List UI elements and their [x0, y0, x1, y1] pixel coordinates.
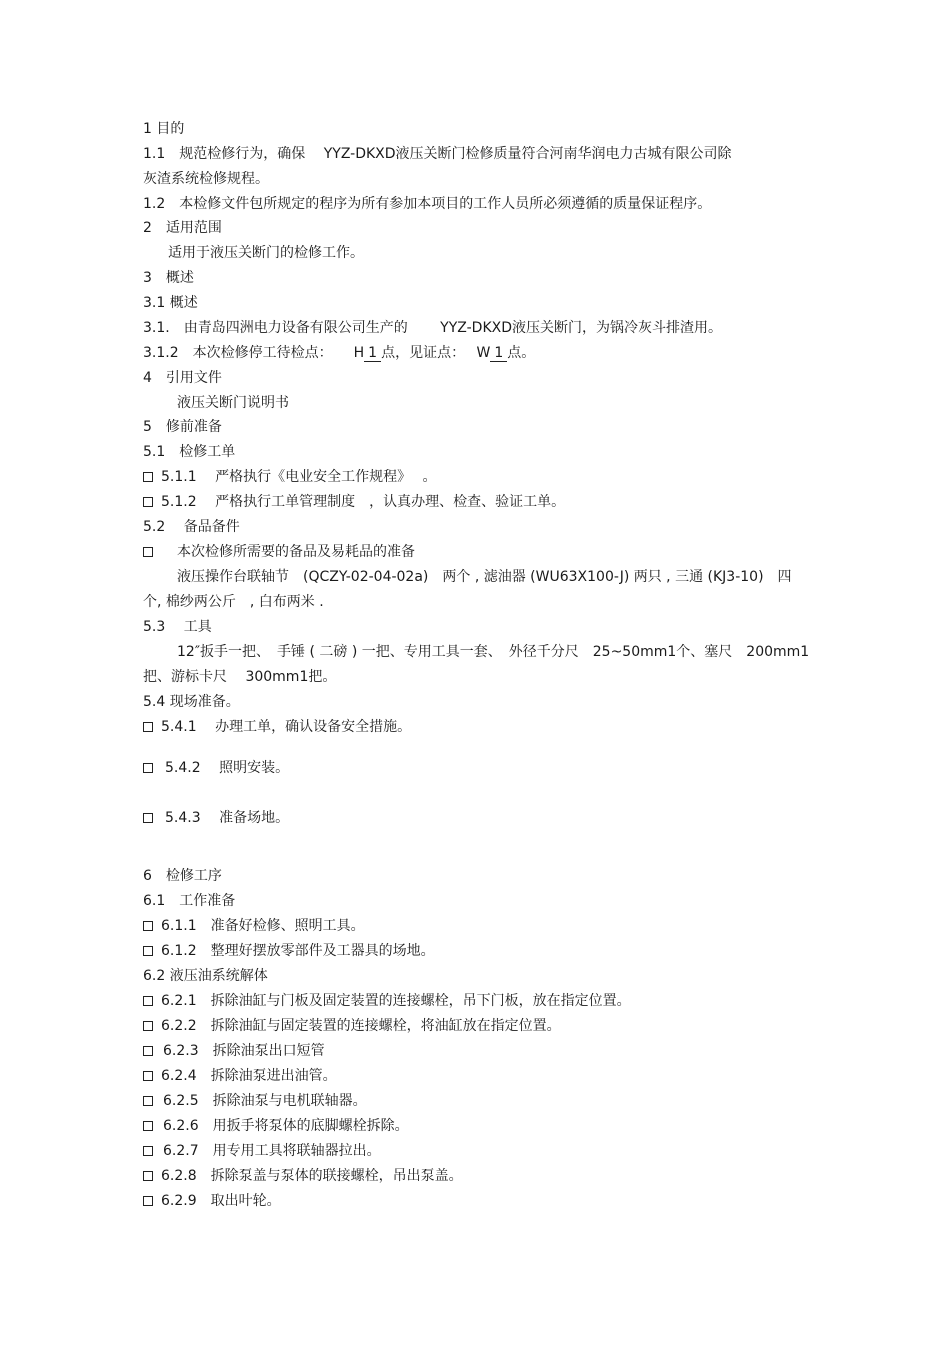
- checkbox[interactable]: [143, 1021, 153, 1031]
- item-6-2-2: [143, 1017, 561, 1035]
- item-6-2-7-text: 6.2.7 用专用工具将联轴器拉出。: [163, 1143, 381, 1159]
- checkbox[interactable]: [143, 547, 153, 557]
- item-6-1-1-text: 6.1.1 准备好检修、照明工具。: [161, 918, 365, 934]
- checkbox[interactable]: [143, 921, 153, 931]
- heading-overview: 3 概述: [143, 270, 194, 286]
- spares-line2: 个, 棉纱两公斤 , 白布两米 .: [143, 594, 324, 610]
- checkbox[interactable]: [143, 1096, 153, 1106]
- checkbox[interactable]: [143, 1171, 153, 1181]
- heading-preparation: 5 修前准备: [143, 419, 222, 435]
- item-6-2-7: [143, 1142, 381, 1160]
- item-6-2-3: [143, 1042, 325, 1060]
- checkbox[interactable]: [143, 946, 153, 956]
- item-5-4-3-text: 5.4.3 准备场地。: [165, 810, 290, 826]
- references-body: 液压关断门说明书: [177, 395, 289, 411]
- tools-line2: 把、游标卡尺 300mm1把。: [143, 669, 337, 685]
- checkbox[interactable]: [143, 497, 153, 507]
- item-6-2-6-text: 6.2.6 用扳手将泵体的底脚螺栓拆除。: [163, 1118, 409, 1134]
- item-5-1-1: [143, 468, 437, 486]
- heading-5-3: 5.3 工具: [143, 619, 212, 635]
- heading-references: 4 引用文件: [143, 370, 222, 386]
- item-5-4-2: [143, 759, 289, 777]
- heading-5-2: 5.2 备品备件: [143, 519, 240, 535]
- checkbox[interactable]: [143, 1146, 153, 1156]
- item-6-2-6: [143, 1117, 409, 1135]
- para-3-1-2-prefix: 3.1.2 本次检修停工待检点： H: [143, 345, 365, 361]
- checkbox[interactable]: [143, 763, 153, 773]
- item-6-2-9: [143, 1192, 281, 1210]
- item-6-2-4-text: 6.2.4 拆除油泵进出油管。: [161, 1068, 337, 1084]
- item-6-2-5-text: 6.2.5 拆除油泵与电机联轴器。: [163, 1093, 367, 1109]
- heading-3-1: 3.1 概述: [143, 295, 198, 311]
- heading-procedure: 6 检修工序: [143, 868, 222, 884]
- heading-5-4: 5.4 现场准备。: [143, 694, 240, 710]
- para-1-1-line1: 1.1 规范检修行为，确保 YYZ-DKXD液压关断门检修质量符合河南华润电力古城有限公司除: [143, 146, 732, 162]
- checkbox[interactable]: [143, 813, 153, 823]
- para-3-1-1: 3.1. 由青岛四洲电力设备有限公司生产的 YYZ-DKXD液压关断门，为锅冷灰斗排渣用。: [143, 320, 722, 336]
- item-6-2-4: [143, 1067, 337, 1085]
- para-3-1-2-middle: 点，见证点： W: [381, 345, 491, 361]
- checkbox[interactable]: [143, 1071, 153, 1081]
- item-6-2-8: [143, 1167, 463, 1185]
- hold-point-count: 1: [364, 346, 381, 362]
- para-3-1-2: [143, 344, 535, 362]
- item-6-2-1-text: 6.2.1 拆除油缸与门板及固定装置的连接螺栓，吊下门板，放在指定位置。: [161, 993, 631, 1009]
- tools-line1: 12″扳手一把、 手锤 ( 二磅 ) 一把、专用工具一套、 外径千分尺 25~50mm1个、塞尺 200mm1: [177, 644, 810, 660]
- checkbox[interactable]: [143, 472, 153, 482]
- item-6-1-1: [143, 917, 365, 935]
- heading-purpose: 1 目的: [143, 121, 185, 137]
- item-5-4-1-text: 5.4.1 办理工单，确认设备安全措施。: [161, 719, 412, 735]
- item-6-2-2-text: 6.2.2 拆除油缸与固定装置的连接螺栓，将油缸放在指定位置。: [161, 1018, 561, 1034]
- item-5-4-1: [143, 718, 411, 736]
- item-5-2-text: 本次检修所需要的备品及易耗品的准备: [177, 544, 415, 560]
- heading-6-2: 6.2 液压油系统解体: [143, 968, 268, 984]
- checkbox[interactable]: [143, 1121, 153, 1131]
- item-6-2-8-text: 6.2.8 拆除泵盖与泵体的联接螺栓，吊出泵盖。: [161, 1168, 463, 1184]
- para-1-1-line2: 灰渣系统检修规程。: [143, 171, 269, 187]
- heading-scope: 2 适用范围: [143, 220, 222, 236]
- item-5-1-1-text: 5.1.1 严格执行《电业安全工作规程》 。: [161, 469, 437, 485]
- witness-point-count: 1: [490, 346, 507, 362]
- item-6-1-2: [143, 942, 435, 960]
- item-5-1-2: [143, 493, 565, 511]
- item-6-2-9-text: 6.2.9 取出叶轮。: [161, 1193, 281, 1209]
- item-6-2-1: [143, 992, 631, 1010]
- scope-body: 适用于液压关断门的检修工作。: [168, 245, 364, 261]
- checkbox[interactable]: [143, 996, 153, 1006]
- item-6-2-3-text: 6.2.3 拆除油泵出口短管: [163, 1043, 325, 1059]
- item-5-1-2-text: 5.1.2 严格执行工单管理制度 ，认真办理、检查、验证工单。: [161, 494, 566, 510]
- checkbox[interactable]: [143, 722, 153, 732]
- item-5-4-3: [143, 809, 289, 827]
- para-1-2: 1.2 本检修文件包所规定的程序为所有参加本项目的工作人员所必须遵循的质量保证程序。: [143, 196, 712, 212]
- heading-5-1: 5.1 检修工单: [143, 444, 236, 460]
- item-6-1-2-text: 6.1.2 整理好摆放零部件及工器具的场地。: [161, 943, 435, 959]
- checkbox[interactable]: [143, 1196, 153, 1206]
- heading-6-1: 6.1 工作准备: [143, 893, 236, 909]
- item-5-4-2-text: 5.4.2 照明安装。: [165, 760, 290, 776]
- para-3-1-2-suffix: 点。: [507, 345, 536, 361]
- item-6-2-5: [143, 1092, 367, 1110]
- spares-line1: 液压操作台联轴节 (QCZY-02-04-02a) 两个 , 滤油器 (WU63X100-J) 两只 , 三通 (KJ3-10) 四: [177, 569, 792, 585]
- item-5-2: [143, 543, 415, 561]
- checkbox[interactable]: [143, 1046, 153, 1056]
